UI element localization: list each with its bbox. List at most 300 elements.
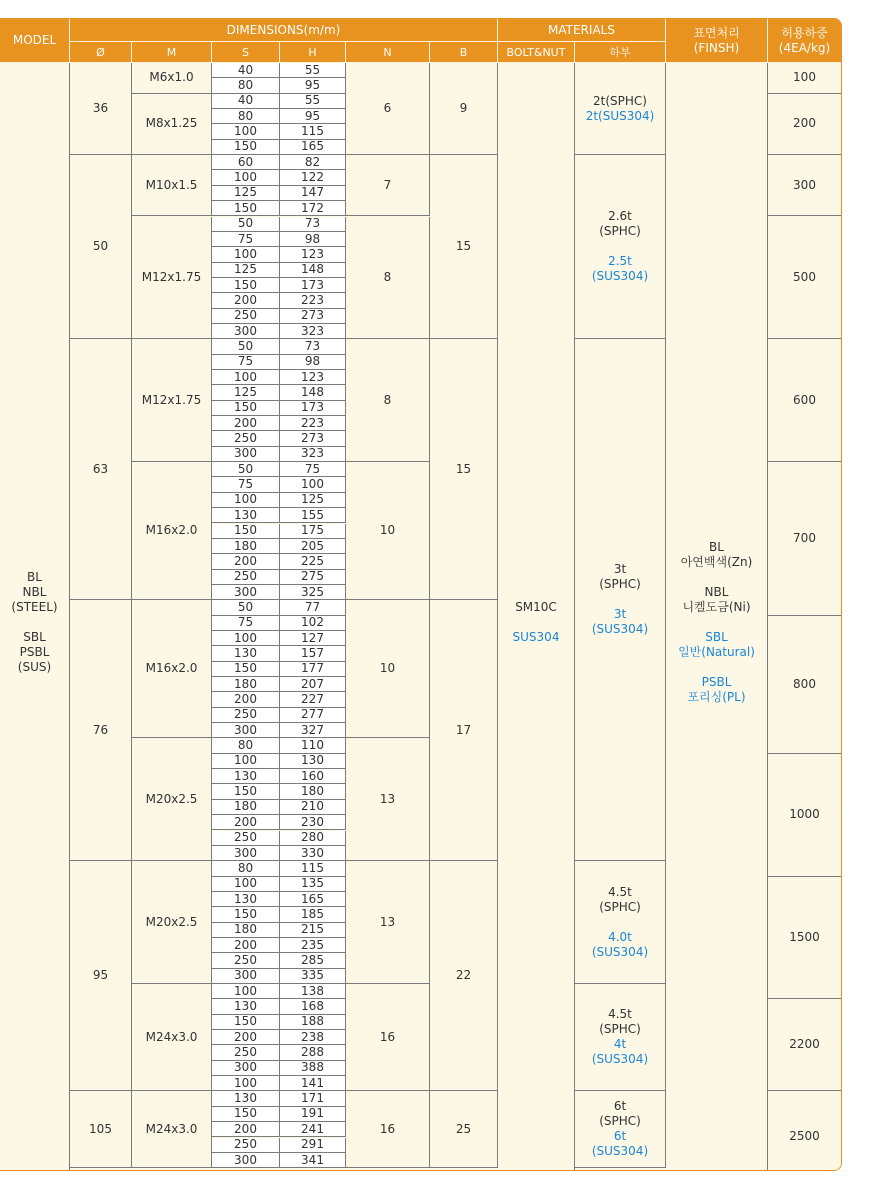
phi-cell [70, 339, 132, 600]
lower-line: 2.6t [608, 209, 632, 224]
header-h-label: H [308, 45, 317, 59]
lower-line: 4.5t [608, 884, 632, 899]
h-cell [280, 170, 346, 185]
b-value: 15 [455, 461, 472, 476]
h-cell [280, 232, 346, 247]
lower-line [618, 592, 622, 607]
s-value: 40 [237, 62, 254, 77]
h-value: 115 [301, 860, 324, 875]
s-cell [212, 1153, 280, 1168]
h-value: 123 [301, 246, 324, 261]
s-value: 100 [234, 753, 257, 768]
s-cell [212, 339, 280, 354]
s-value: 150 [234, 661, 257, 676]
load-cell [768, 1091, 842, 1171]
h-cell [280, 1076, 346, 1091]
h-value: 157 [301, 645, 324, 660]
bolt-steel: SM10C [515, 600, 557, 615]
m-cell [132, 63, 212, 94]
model-line: BL [27, 570, 42, 585]
s-value: 300 [234, 1060, 257, 1075]
s-cell [212, 355, 280, 370]
s-value: 200 [234, 415, 257, 430]
h-value: 323 [301, 323, 324, 338]
m-cell [132, 155, 212, 216]
phi-cell [70, 155, 132, 339]
model-cell [0, 63, 70, 1171]
s-cell [212, 692, 280, 707]
s-cell [212, 923, 280, 938]
h-value: 123 [301, 369, 324, 384]
n-value: 6 [383, 101, 392, 116]
h-cell [280, 600, 346, 615]
s-value: 75 [237, 477, 254, 492]
s-value: 250 [234, 952, 257, 967]
phi-cell [70, 63, 132, 155]
h-cell [280, 1030, 346, 1045]
header-b-label: B [459, 45, 468, 59]
h-cell [280, 754, 346, 769]
s-value: 300 [234, 584, 257, 599]
h-cell [280, 1091, 346, 1106]
model-line: NBL [22, 585, 47, 600]
n-cell [346, 600, 430, 738]
s-value: 100 [234, 876, 257, 891]
header-phi-label: Ø [96, 45, 105, 59]
header-m [132, 42, 212, 63]
s-cell [212, 769, 280, 784]
h-cell [280, 94, 346, 109]
h-cell [280, 708, 346, 723]
h-value: 77 [304, 599, 321, 614]
s-cell [212, 861, 280, 876]
s-cell [212, 723, 280, 738]
s-cell [212, 140, 280, 155]
b-value: 15 [455, 239, 472, 254]
h-cell [280, 677, 346, 692]
h-cell [280, 309, 346, 324]
s-cell [212, 1076, 280, 1091]
h-cell [280, 692, 346, 707]
load-value: 2500 [789, 1129, 820, 1144]
h-value: 173 [301, 400, 324, 415]
s-cell [212, 401, 280, 416]
load-value: 1000 [789, 807, 820, 822]
bolt-cell [498, 63, 575, 1171]
lower-line: 2t(SUS304) [585, 108, 655, 123]
h-cell [280, 431, 346, 446]
s-value: 80 [237, 860, 254, 875]
s-cell [212, 907, 280, 922]
h-cell [280, 416, 346, 431]
s-cell [212, 646, 280, 661]
h-cell [280, 385, 346, 400]
h-value: 205 [301, 538, 324, 553]
h-cell [280, 984, 346, 999]
s-value: 130 [234, 999, 257, 1014]
b-cell [430, 861, 498, 1091]
s-cell [212, 416, 280, 431]
h-value: 125 [301, 492, 324, 507]
h-value: 223 [301, 292, 324, 307]
s-value: 75 [237, 615, 254, 630]
m-cell [132, 462, 212, 600]
h-cell [280, 140, 346, 155]
s-cell [212, 201, 280, 216]
s-cell [212, 784, 280, 799]
h-cell [280, 892, 346, 907]
h-value: 175 [301, 523, 324, 538]
s-value: 130 [234, 891, 257, 906]
load-value: 1500 [789, 929, 820, 944]
lower-line: 4t [613, 1037, 627, 1052]
s-value: 100 [234, 492, 257, 507]
load-cell [768, 63, 842, 94]
s-value: 250 [234, 308, 257, 323]
h-cell [280, 999, 346, 1014]
b-cell [430, 1091, 498, 1168]
s-cell [212, 324, 280, 339]
m-cell [132, 861, 212, 984]
h-cell [280, 769, 346, 784]
h-cell [280, 124, 346, 139]
model-line: (STEEL) [11, 600, 58, 615]
h-value: 288 [301, 1045, 324, 1060]
s-value: 50 [237, 461, 254, 476]
load-cell [768, 94, 842, 155]
s-value: 100 [234, 369, 257, 384]
h-value: 138 [301, 983, 324, 998]
load-value: 300 [793, 177, 816, 192]
finish-line: SBL [705, 630, 728, 645]
s-cell [212, 155, 280, 170]
h-cell [280, 570, 346, 585]
lower-line: (SPHC) [599, 1022, 641, 1037]
h-value: 122 [301, 170, 324, 185]
header-load-line: 허용하중 [781, 25, 828, 40]
h-value: 115 [301, 124, 324, 139]
finish-line: 아연백색(Zn) [680, 555, 753, 570]
load-cell [768, 155, 842, 216]
load-value: 700 [793, 530, 816, 545]
h-cell [280, 800, 346, 815]
b-value: 22 [455, 968, 472, 983]
h-cell [280, 539, 346, 554]
s-value: 50 [237, 338, 254, 353]
s-value: 300 [234, 446, 257, 461]
h-value: 280 [301, 830, 324, 845]
s-value: 100 [234, 246, 257, 261]
h-cell [280, 1107, 346, 1122]
s-cell [212, 554, 280, 569]
h-cell [280, 324, 346, 339]
s-value: 250 [234, 707, 257, 722]
h-value: 235 [301, 937, 324, 952]
h-value: 155 [301, 507, 324, 522]
h-cell [280, 63, 346, 78]
h-cell [280, 278, 346, 293]
lower-line: 4.0t [608, 929, 632, 944]
h-cell [280, 938, 346, 953]
s-cell [212, 953, 280, 968]
s-cell [212, 293, 280, 308]
bolt-sus: SUS304 [512, 630, 560, 645]
s-value: 60 [237, 154, 254, 169]
s-cell [212, 1061, 280, 1076]
lower-line: (SPHC) [599, 224, 641, 239]
lower-line: (SPHC) [599, 577, 641, 592]
header-dimensions [70, 19, 498, 42]
s-value: 180 [234, 799, 257, 814]
finish-line: 일반(Natural) [678, 645, 755, 660]
n-cell [346, 217, 430, 340]
load-value: 600 [793, 392, 816, 407]
h-cell [280, 585, 346, 600]
m-value: M16x2.0 [145, 523, 198, 538]
s-cell [212, 63, 280, 78]
s-cell [212, 385, 280, 400]
s-value: 200 [234, 1029, 257, 1044]
s-cell [212, 477, 280, 492]
h-cell [280, 1153, 346, 1168]
load-cell [768, 754, 842, 877]
h-value: 110 [301, 738, 324, 753]
s-cell [212, 508, 280, 523]
s-cell [212, 738, 280, 753]
n-cell [346, 462, 430, 600]
s-value: 200 [234, 1121, 257, 1136]
s-cell [212, 493, 280, 508]
s-value: 100 [234, 1075, 257, 1090]
m-value: M10x1.5 [145, 177, 198, 192]
s-value: 150 [234, 906, 257, 921]
s-cell [212, 278, 280, 293]
h-cell [280, 78, 346, 93]
s-value: 80 [237, 78, 254, 93]
lower-cell [575, 861, 666, 984]
h-value: 55 [304, 93, 321, 108]
h-value: 277 [301, 707, 324, 722]
h-cell [280, 524, 346, 539]
h-cell [280, 447, 346, 462]
m-value: M6x1.0 [149, 70, 194, 85]
h-cell [280, 953, 346, 968]
s-value: 180 [234, 538, 257, 553]
header-n-label: N [383, 45, 392, 59]
header-load [768, 19, 842, 63]
h-cell [280, 1061, 346, 1076]
header-s [212, 42, 280, 63]
model-line [33, 615, 37, 630]
b-value: 9 [459, 101, 468, 116]
s-cell [212, 1091, 280, 1106]
s-value: 40 [237, 93, 254, 108]
s-cell [212, 186, 280, 201]
lower-line: (SUS304) [591, 1052, 649, 1067]
s-cell [212, 447, 280, 462]
h-value: 100 [301, 477, 324, 492]
h-value: 98 [304, 354, 321, 369]
b-value: 25 [455, 1121, 472, 1136]
s-cell [212, 662, 280, 677]
model-line: (SUS) [17, 660, 52, 675]
s-cell [212, 217, 280, 232]
phi-value: 36 [92, 101, 109, 116]
h-value: 141 [301, 1075, 324, 1090]
s-value: 50 [237, 216, 254, 231]
h-value: 172 [301, 200, 324, 215]
s-value: 200 [234, 937, 257, 952]
h-cell [280, 631, 346, 646]
header-lower [575, 42, 666, 63]
load-value: 2200 [789, 1037, 820, 1052]
s-value: 125 [234, 262, 257, 277]
s-value: 250 [234, 569, 257, 584]
s-value: 150 [234, 1106, 257, 1121]
s-value: 100 [234, 170, 257, 185]
s-value: 80 [237, 108, 254, 123]
finish-line: 니켈도금(Ni) [682, 600, 751, 615]
m-value: M24x3.0 [145, 1029, 198, 1044]
b-cell [430, 339, 498, 600]
h-value: 210 [301, 799, 324, 814]
h-cell [280, 738, 346, 753]
b-cell [430, 600, 498, 861]
m-cell [132, 339, 212, 462]
header-bolt-label: BOLT&NUT [506, 45, 566, 59]
n-value: 16 [379, 1029, 396, 1044]
s-cell [212, 309, 280, 324]
load-value: 100 [793, 70, 816, 85]
h-value: 160 [301, 768, 324, 783]
phi-cell [70, 861, 132, 1091]
load-cell [768, 616, 842, 754]
s-cell [212, 616, 280, 631]
phi-cell [70, 600, 132, 861]
h-value: 102 [301, 615, 324, 630]
h-value: 291 [301, 1137, 324, 1152]
b-cell [430, 63, 498, 155]
s-value: 75 [237, 231, 254, 246]
n-cell [346, 984, 430, 1091]
h-value: 95 [304, 78, 321, 93]
h-cell [280, 907, 346, 922]
h-value: 168 [301, 999, 324, 1014]
s-value: 50 [237, 599, 254, 614]
h-value: 323 [301, 446, 324, 461]
b-cell [430, 155, 498, 339]
n-cell [346, 1091, 430, 1168]
header-model-label: MODEL [12, 33, 57, 47]
h-cell [280, 616, 346, 631]
m-value: M12x1.75 [141, 392, 202, 407]
s-value: 200 [234, 292, 257, 307]
h-value: 327 [301, 722, 324, 737]
header-bolt [498, 42, 575, 63]
finish-line: NBL [704, 585, 729, 600]
h-value: 223 [301, 415, 324, 430]
h-cell [280, 155, 346, 170]
h-value: 273 [301, 308, 324, 323]
h-value: 238 [301, 1029, 324, 1044]
header-load-line: (4EA/kg) [778, 40, 831, 55]
load-value: 800 [793, 676, 816, 691]
n-cell [346, 738, 430, 861]
lower-line: (SPHC) [599, 899, 641, 914]
s-cell [212, 170, 280, 185]
h-value: 341 [301, 1152, 324, 1167]
s-cell [212, 78, 280, 93]
header-dimensions-label: DIMENSIONS(m/m) [226, 22, 341, 37]
s-value: 300 [234, 968, 257, 983]
lower-cell [575, 155, 666, 339]
phi-value: 63 [92, 461, 109, 476]
s-cell [212, 1122, 280, 1137]
h-value: 241 [301, 1121, 324, 1136]
s-value: 100 [234, 630, 257, 645]
n-cell [346, 63, 430, 155]
h-cell [280, 1015, 346, 1030]
lower-line: 6t [613, 1099, 627, 1114]
s-value: 80 [237, 738, 254, 753]
finish-line [715, 570, 719, 585]
h-value: 73 [304, 338, 321, 353]
phi-cell [70, 1091, 132, 1168]
h-cell [280, 784, 346, 799]
h-cell [280, 662, 346, 677]
s-cell [212, 524, 280, 539]
h-value: 225 [301, 553, 324, 568]
s-value: 100 [234, 124, 257, 139]
m-value: M20x2.5 [145, 914, 198, 929]
lower-line: 4.5t [608, 1007, 632, 1022]
m-value: M12x1.75 [141, 269, 202, 284]
h-value: 335 [301, 968, 324, 983]
header-finish-line: 표면처리 [693, 25, 740, 40]
s-value: 75 [237, 354, 254, 369]
s-cell [212, 815, 280, 830]
h-value: 135 [301, 876, 324, 891]
h-cell [280, 493, 346, 508]
s-cell [212, 984, 280, 999]
h-cell [280, 815, 346, 830]
n-value: 10 [379, 523, 396, 538]
s-value: 150 [234, 277, 257, 292]
s-value: 150 [234, 200, 257, 215]
m-cell [132, 217, 212, 340]
h-value: 273 [301, 431, 324, 446]
s-cell [212, 462, 280, 477]
s-cell [212, 600, 280, 615]
m-cell [132, 1091, 212, 1168]
s-value: 130 [234, 768, 257, 783]
load-cell [768, 217, 842, 340]
header-n [346, 42, 430, 63]
finish-line [715, 615, 719, 630]
h-value: 388 [301, 1060, 324, 1075]
m-cell [132, 984, 212, 1091]
lower-line: 3t [613, 562, 627, 577]
lower-cell [575, 63, 666, 155]
header-materials [498, 19, 666, 42]
s-value: 250 [234, 431, 257, 446]
phi-value: 50 [92, 239, 109, 254]
m-value: M16x2.0 [145, 661, 198, 676]
s-cell [212, 570, 280, 585]
s-value: 125 [234, 185, 257, 200]
h-cell [280, 477, 346, 492]
h-value: 147 [301, 185, 324, 200]
